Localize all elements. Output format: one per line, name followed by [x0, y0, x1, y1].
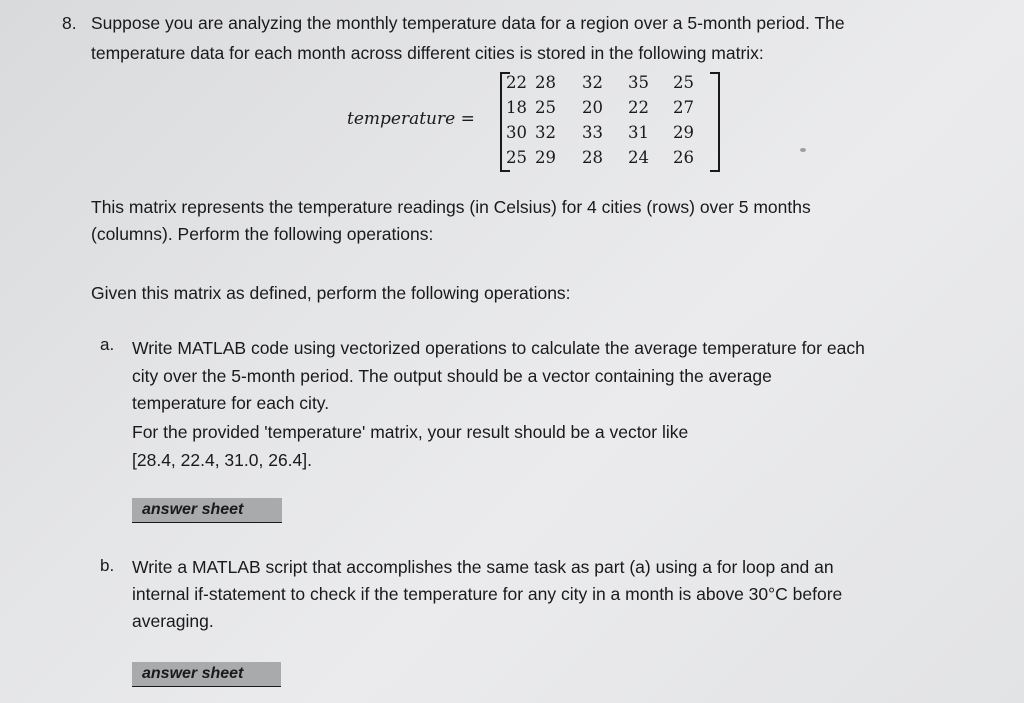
part-a-line-2: city over the 5-month period. The output should be a vector containing the average — [132, 366, 772, 386]
part-a-line-5: [28.4, 22.4, 31.0, 26.4]. — [132, 450, 312, 470]
part-b-line-2: internal if-statement to check if the temperature for any city in a month is above 30°C before — [132, 584, 843, 604]
temperature-matrix — [500, 70, 720, 170]
part-a-line-1: Write MATLAB code using vectorized operations to calculate the average temperature for each — [132, 338, 865, 358]
smudge-mark — [800, 148, 806, 152]
matrix-cell: 18 — [506, 98, 527, 117]
part-a-marker: a. — [100, 335, 115, 354]
matrix-right-bracket — [710, 72, 720, 172]
matrix-cell: 33 — [582, 123, 603, 142]
description-line-3: Given this matrix as defined, perform the following operations: — [91, 283, 571, 303]
matrix-cell: 32 — [582, 73, 603, 92]
matrix-cell: 20 — [582, 98, 603, 117]
matrix-cell: 29 — [535, 148, 556, 167]
description-line-1: This matrix represents the temperature readings (in Celsius) for 4 cities (rows) over 5 months — [91, 197, 811, 217]
matrix-cell: 32 — [535, 123, 556, 142]
part-b-marker: b. — [100, 556, 115, 575]
matrix-grid — [506, 70, 717, 170]
matrix-cell: 30 — [506, 123, 527, 142]
matrix-cell: 27 — [673, 98, 694, 117]
matrix-cell: 25 — [535, 98, 556, 117]
matrix-cell: 35 — [628, 73, 649, 92]
part-a-line-3: temperature for each city. — [132, 393, 330, 413]
answer-sheet-button-b[interactable]: answer sheet — [132, 662, 281, 687]
part-a-line-4: For the provided 'temperature' matrix, your result should be a vector like — [132, 422, 689, 442]
question-number: 8. — [62, 13, 77, 33]
matrix-cell: 22 — [506, 73, 527, 92]
part-b-line-3: averaging. — [132, 611, 214, 631]
matrix-cell: 25 — [506, 148, 527, 167]
matrix-cell: 25 — [673, 73, 694, 92]
question-text-line-2: temperature data for each month across different cities is stored in the following matrix: — [91, 43, 764, 63]
part-b-line-1: Write a MATLAB script that accomplishes the same task as part (a) using a for loop and an — [132, 557, 834, 577]
matrix-cell: 22 — [628, 98, 649, 117]
matrix-cell: 31 — [628, 123, 649, 142]
matrix-cell: 28 — [535, 73, 556, 92]
matrix-cell: 26 — [673, 148, 694, 167]
matrix-cell: 28 — [582, 148, 603, 167]
matrix-label: temperature = — [347, 109, 475, 129]
answer-sheet-button-a[interactable]: answer sheet — [132, 498, 282, 523]
description-line-2: (columns). Perform the following operations: — [91, 224, 434, 244]
matrix-cell: 24 — [628, 148, 649, 167]
matrix-cell: 29 — [673, 123, 694, 142]
question-text-line-1: Suppose you are analyzing the monthly temperature data for a region over a 5-month period. The — [91, 13, 845, 33]
